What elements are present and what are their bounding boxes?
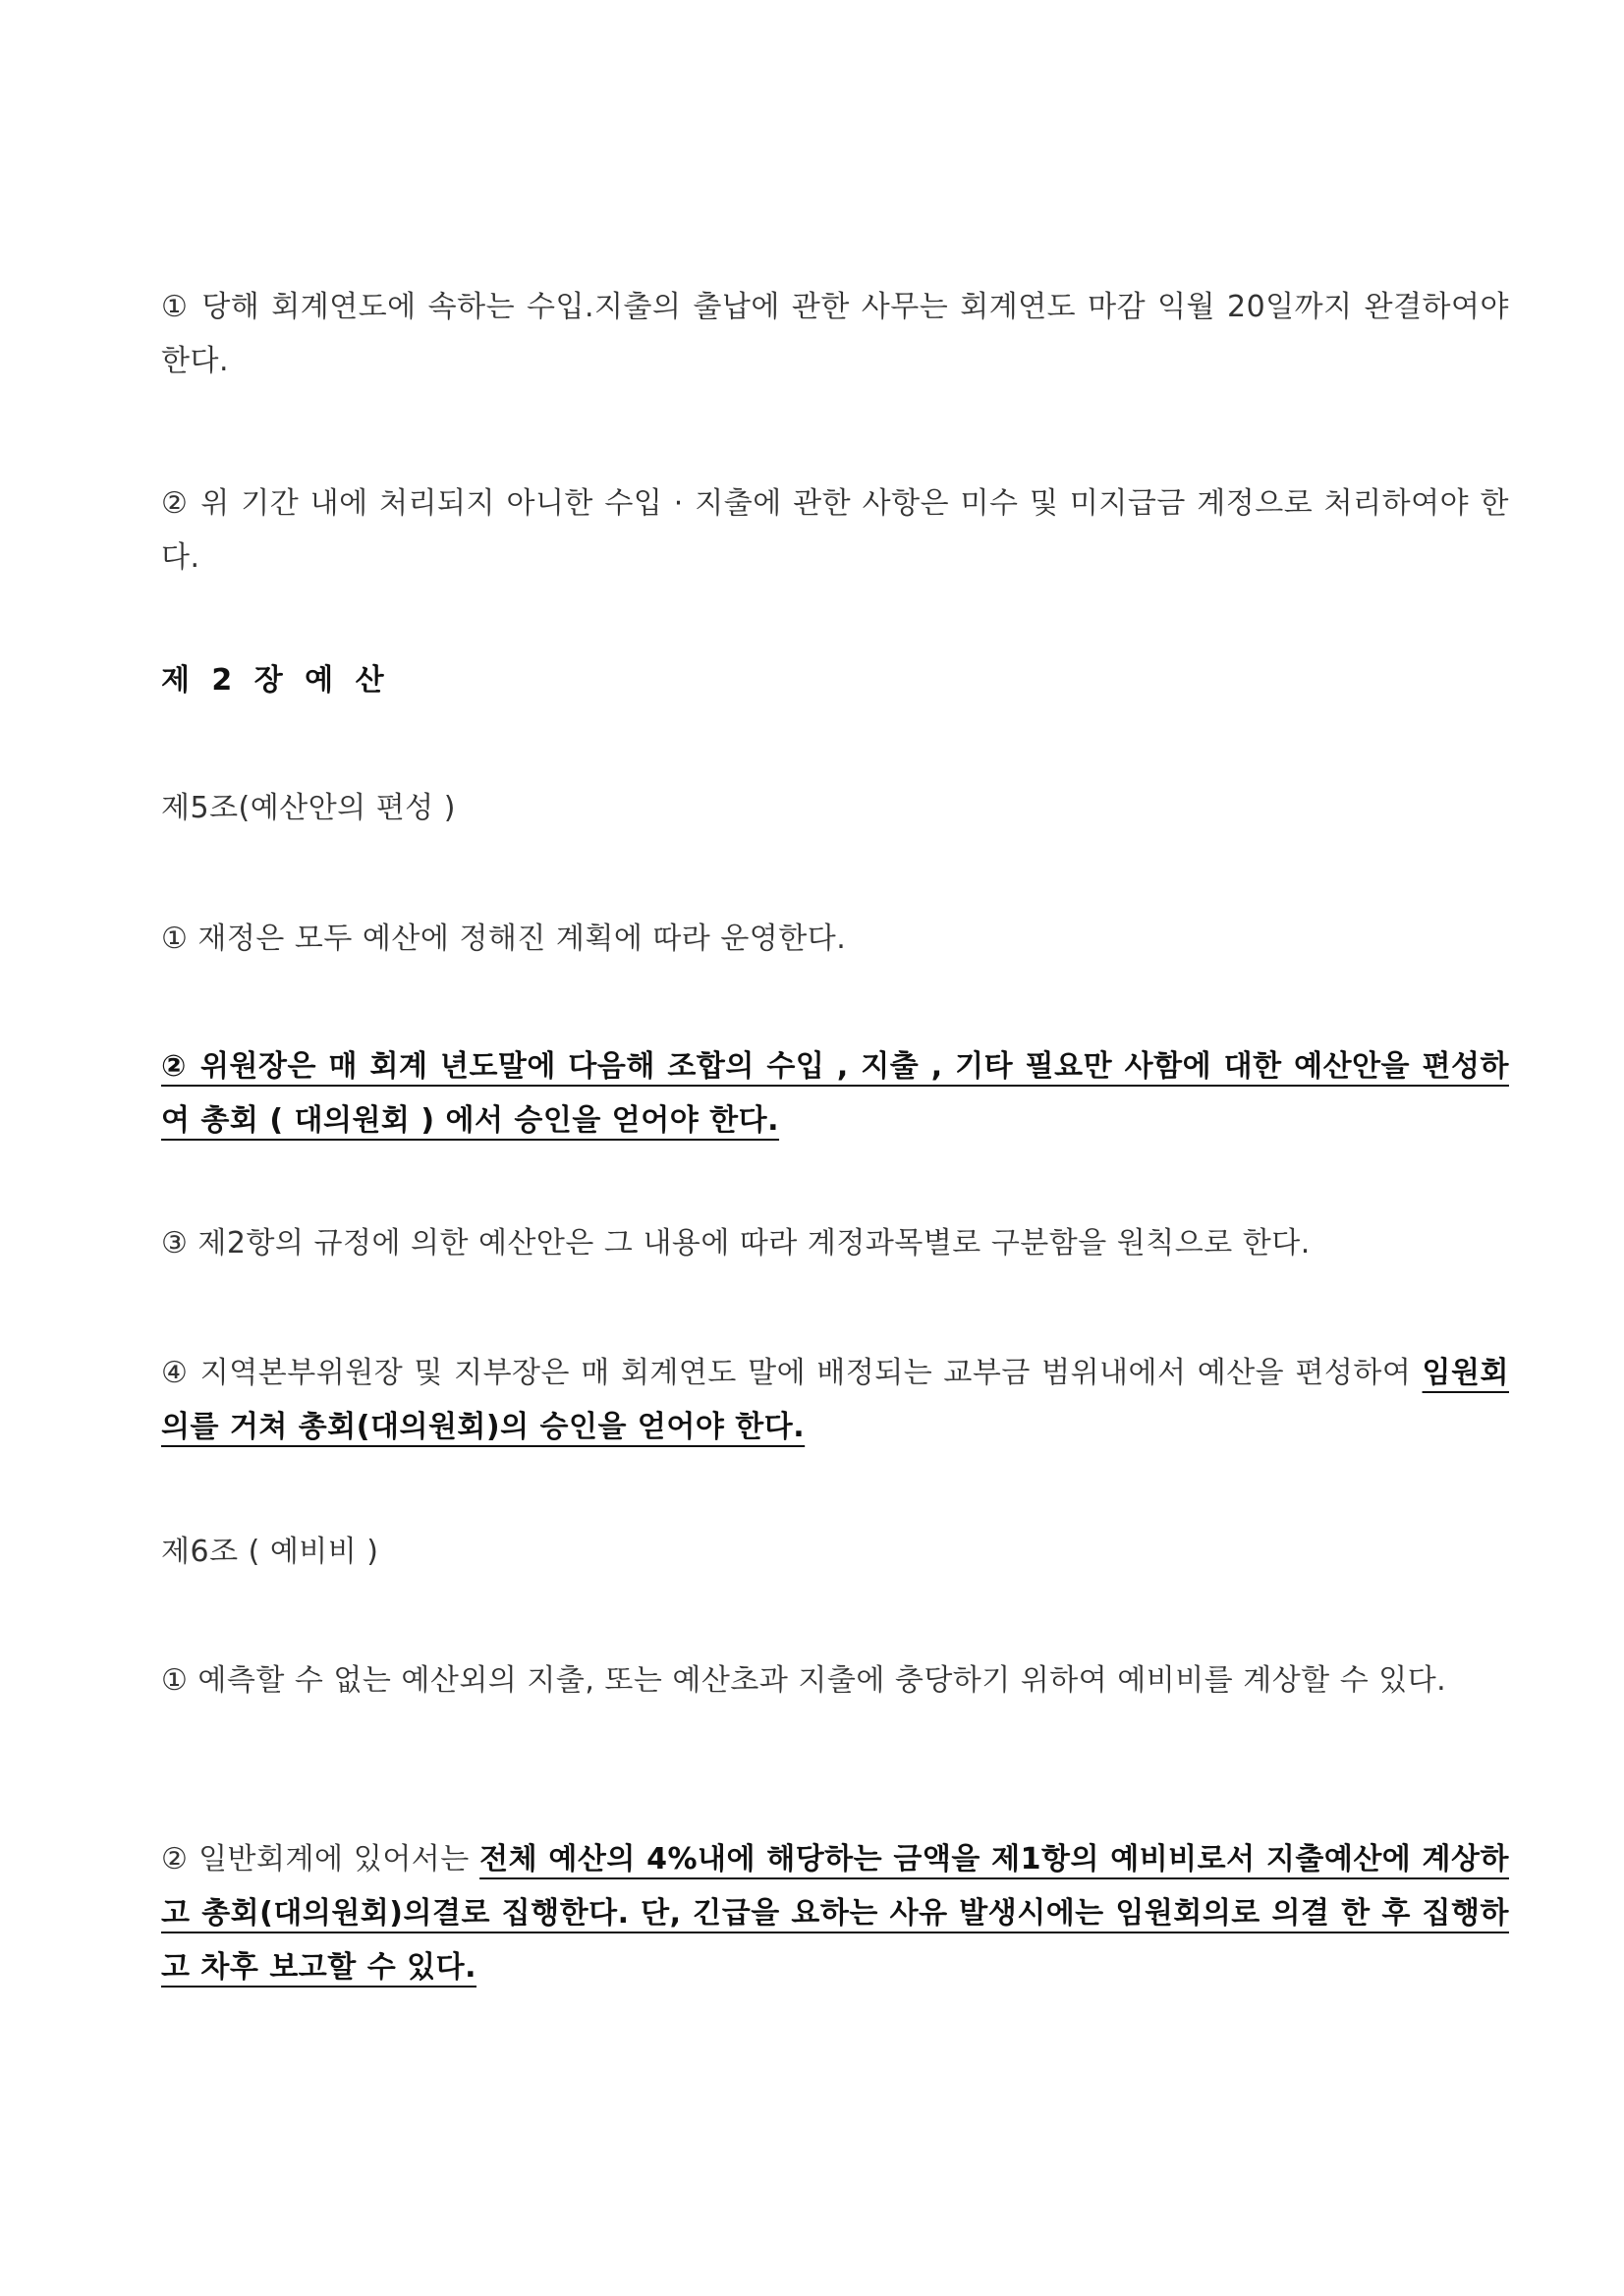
article-5-clause-1 bbox=[161, 912, 1509, 966]
article-5-clause-3 bbox=[161, 1216, 1509, 1270]
article-title-text: 제5조(예산안의 편성 ) bbox=[161, 791, 456, 825]
article-title-text: 제6조 ( 예비비 ) bbox=[161, 1535, 379, 1569]
chapter-heading bbox=[161, 653, 1509, 707]
article-5-title bbox=[161, 781, 1509, 835]
clause-text: ① 재정은 모두 예산에 정해진 계획에 따라 운영한다. bbox=[161, 922, 847, 956]
clause-text-emphasized: 임원회의를 거쳐 총회(대의원회)의 승인을 얻어야 한다. bbox=[161, 1356, 1509, 1444]
clause-text-emphasized: 전체 예산의 4%내에 해당하는 금액을 제1항의 예비비로서 지출예산에 계상하고 총회(대의원회)의결로 집행한다. 단, 긴급을 요하는 사유 발생시에는 임원회의로 의결 한 후 집행하고 차후 보고할 수 있다. bbox=[161, 1842, 1509, 1985]
paragraph-settlement-deadline bbox=[161, 280, 1509, 388]
article-5-clause-2 bbox=[161, 1039, 1509, 1148]
clause-text: ④ 지역본부위원장 및 지부장은 매 회계연도 말에 배정되는 교부금 범위내에서 예산을 편성하여 bbox=[161, 1356, 1423, 1390]
article-6-clause-2 bbox=[161, 1832, 1509, 1994]
clause-text: ③ 제2항의 규정에 의한 예산안은 그 내용에 따라 계정과목별로 구분함을 원칙으로 한다. bbox=[161, 1226, 1311, 1260]
clause-text: ① 예측할 수 없는 예산외의 지출, 또는 예산초과 지출에 충당하기 위하여 예비비를 계상할 수 있다. bbox=[161, 1663, 1447, 1698]
clause-text: ② 일반회계에 있어서는 bbox=[161, 1842, 480, 1876]
clause-text-emphasized: ② 위원장은 매 회계 년도말에 다음해 조합의 수입 , 지출 , 기타 필요만 사함에 대한 예산안을 편성하여 총회 ( 대의원회 ) 에서 승인을 얻어야 한다. bbox=[161, 1049, 1509, 1138]
paragraph-unprocessed-items bbox=[161, 476, 1509, 585]
article-5-clause-4 bbox=[161, 1346, 1509, 1454]
article-6-title bbox=[161, 1525, 1509, 1579]
chapter-title: 제 2 장 예 산 bbox=[161, 663, 390, 698]
paragraph-text: ② 위 기간 내에 처리되지 아니한 수입 · 지출에 관한 사항은 미수 및 미지급금 계정으로 처리하여야 한다. bbox=[161, 486, 1509, 575]
paragraph-text: ① 당해 회계연도에 속하는 수입.지출의 출납에 관한 사무는 회계연도 마감 익월 20일까지 완결하여야 한다. bbox=[161, 290, 1509, 378]
article-6-clause-1 bbox=[161, 1653, 1509, 1708]
